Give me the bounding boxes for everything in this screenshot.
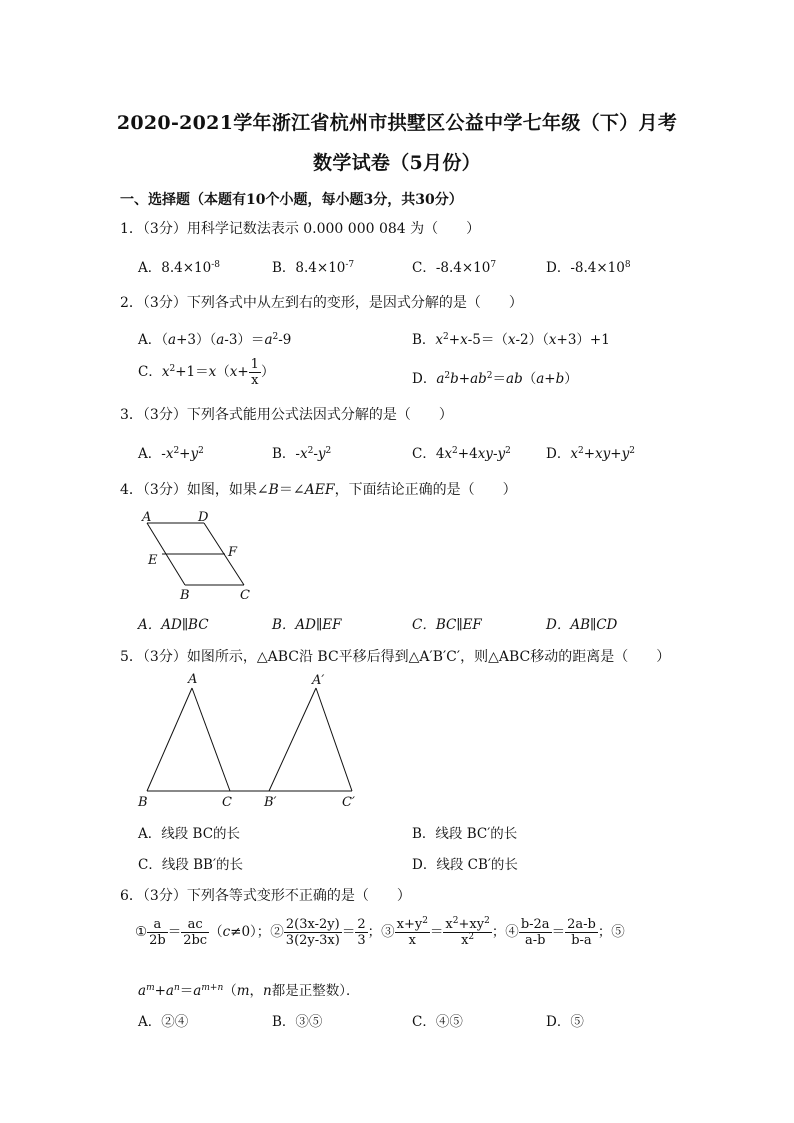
q5-label-a: A (188, 672, 198, 687)
q1-option-d[interactable]: D．$-8.4\times 10^8$ (546, 260, 631, 276)
q5-stem: 5．（3分）如图所示，△ABC沿 BC平移后得到△A′B′C′，则△ABC移动的距离是（ ） (120, 649, 671, 665)
q2-option-b[interactable]: B．$x^2+x-5=(x-2)(x+3)+1$ (412, 332, 610, 348)
q4-label-a: A (142, 510, 152, 525)
q6-expressions: ① $\frac{a}{2b}$ ＝ $\frac{ac}{2bc}$ （c≠0）；② $\frac{2(3x-2y)}{3(2y-3x)}$ ＝ $\frac{2}{3}$ ；③ $\frac{x+y^2}{x}$ ＝ $\frac{x^2+xy^2}{x^2}$ ；④ $\frac{b-2a}{a-b}$ ＝ $\frac{2a-b}{b-a}$ ；⑤ (135, 916, 625, 948)
q4-parallelogram-figure (140, 506, 260, 602)
q6-option-d[interactable]: D．⑤ (546, 1014, 584, 1030)
q4-option-b[interactable]: B．AD∥EF (272, 617, 342, 633)
q4-label-e: E (148, 553, 158, 568)
q5-label-b: B (138, 795, 148, 810)
q3-option-b[interactable]: B．$-x^2-y^2$ (272, 446, 332, 462)
q5-label-b-prime: B′ (264, 795, 277, 810)
q4-option-d[interactable]: D．AB∥CD (546, 617, 618, 633)
q6-option-b[interactable]: B．③⑤ (272, 1014, 323, 1030)
q1-stem: 1．（3分）用科学记数法表示 0.000 000 084 为（ ） (120, 221, 481, 237)
q6-option-c[interactable]: C．④⑤ (412, 1014, 463, 1030)
q1-option-a[interactable]: A．$8.4\times 10^{-8}$ (138, 260, 220, 276)
q5-label-c: C (222, 795, 232, 810)
q5-option-c[interactable]: C．线段 BB′的长 (138, 857, 244, 873)
q1-option-c[interactable]: C．$-8.4\times 10^7$ (412, 260, 497, 276)
q3-option-d[interactable]: D．$x^2+xy+y^2$ (546, 446, 635, 462)
q6-option-a[interactable]: A．②④ (138, 1014, 189, 1030)
q5-option-a[interactable]: A．线段 BC的长 (138, 826, 241, 842)
q2-stem: 2．（3分）下列各式中从左到右的变形，是因式分解的是（ ） (120, 295, 523, 311)
exam-title-line2: 数学试卷（5月份） (313, 152, 481, 174)
q1-option-b[interactable]: B．$8.4\times 10^{-7}$ (272, 260, 355, 276)
q5-option-d[interactable]: D．线段 CB′的长 (412, 857, 518, 873)
q3-option-c[interactable]: C．$4x^2+4xy-y^2$ (412, 446, 511, 462)
q4-label-d: D (198, 510, 209, 525)
q4-label-f: F (228, 545, 238, 560)
q5-label-a-prime: A′ (312, 673, 325, 688)
q4-option-c[interactable]: C．BC∥EF (412, 617, 482, 633)
q4-stem: 4．（3分）如图，如果∠B＝∠AEF，下面结论正确的是（ ） (120, 482, 517, 498)
q4-option-a[interactable]: A．AD∥BC (138, 617, 209, 633)
q4-label-b: B (180, 588, 190, 602)
q6-stem: 6．（3分）下列各等式变形不正确的是（ ） (120, 888, 411, 904)
q4-label-c: C (240, 588, 250, 602)
q2-option-c[interactable]: C．$x^2+1=x(x+$ $\frac{1}{x}$ ） (138, 357, 275, 388)
exam-title-line1: 2020-2021学年浙江省杭州市拱墅区公益中学七年级（下）月考 (116, 112, 678, 134)
q2-option-a[interactable]: A．$(a+3)(a-3)=a^2-9$ (138, 332, 292, 348)
q6-line2: $a^m+a^n=a^{m+n}(m$，n都是正整数）． (138, 983, 360, 999)
q5-label-c-prime: C′ (342, 795, 355, 810)
section-heading: 一、选择题（本题有10个小题，每小题3分，共30分） (120, 192, 463, 208)
q3-stem: 3．（3分）下列各式能用公式法因式分解的是（ ） (120, 407, 453, 423)
q3-option-a[interactable]: A．$-x^2+y^2$ (138, 446, 204, 462)
q5-triangles-figure (134, 670, 374, 812)
q5-option-b[interactable]: B．线段 BC′的长 (412, 826, 518, 842)
q2-option-d[interactable]: D．$a^2b+ab^2=ab(a+b)$ (412, 371, 578, 387)
